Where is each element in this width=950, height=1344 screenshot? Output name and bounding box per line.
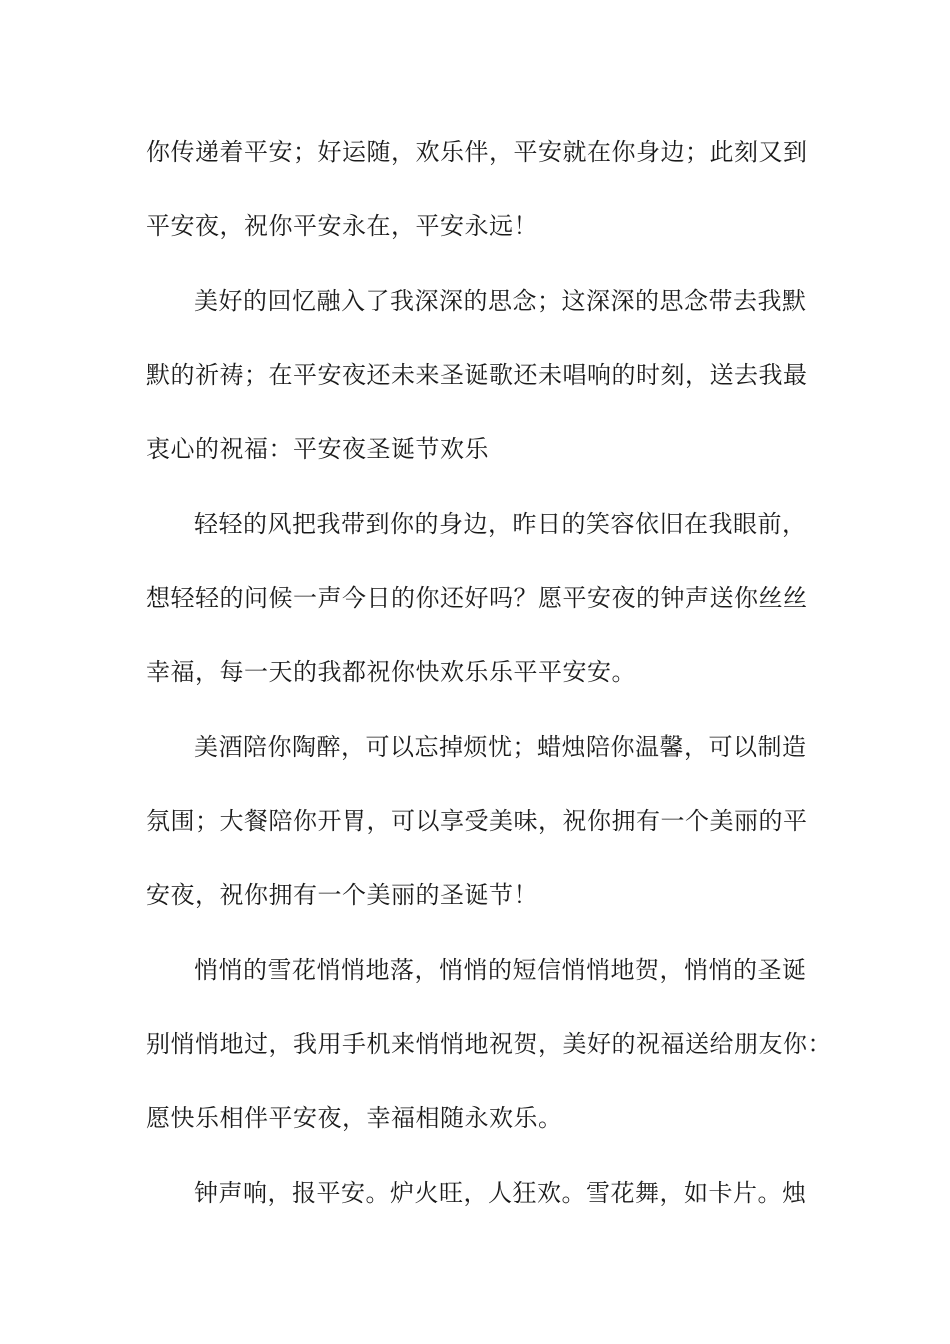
paragraph-2-line-1: 美好的回忆融入了我深深的思念；这深深的思念带去我默 [194,287,807,315]
paragraph-4-line-3: 安夜，祝你拥有一个美丽的圣诞节！ [146,881,538,909]
paragraph-3-line-2: 想轻轻的问候一声今日的你还好吗？愿平安夜的钟声送你丝丝 [146,584,808,612]
paragraph-4-line-1: 美酒陪你陶醉，可以忘掉烦忧；蜡烛陪你温馨，可以制造 [194,733,807,761]
paragraph-6-line-1: 钟声响，报平安。炉火旺，人狂欢。雪花舞，如卡片。烛 [194,1179,807,1207]
paragraph-3-line-1: 轻轻的风把我带到你的身边，昨日的笑容依旧在我眼前， [194,510,807,538]
paragraph-4-line-2: 氛围；大餐陪你开胃，可以享受美味，祝你拥有一个美丽的平 [146,807,808,835]
paragraph-1-line-2: 平安夜，祝你平安永在，平安永远！ [146,212,538,240]
paragraph-2-line-2: 默的祈祷；在平安夜还未来圣诞歌还未唱响的时刻，送去我最 [146,361,808,389]
paragraph-5-line-2: 别悄悄地过，我用手机来悄悄地祝贺，美好的祝福送给朋友你： [146,1030,832,1058]
paragraph-5-line-1: 悄悄的雪花悄悄地落，悄悄的短信悄悄地贺，悄悄的圣诞 [194,956,807,984]
paragraph-1-line-1: 你传递着平安；好运随，欢乐伴，平安就在你身边；此刻又到 [146,138,808,166]
paragraph-2-line-3: 衷心的祝福：平安夜圣诞节欢乐 [146,435,489,463]
paragraph-5-line-3: 愿快乐相伴平安夜，幸福相随永欢乐。 [146,1104,563,1132]
paragraph-3-line-3: 幸福，每一天的我都祝你快欢乐乐平平安安。 [146,658,636,686]
